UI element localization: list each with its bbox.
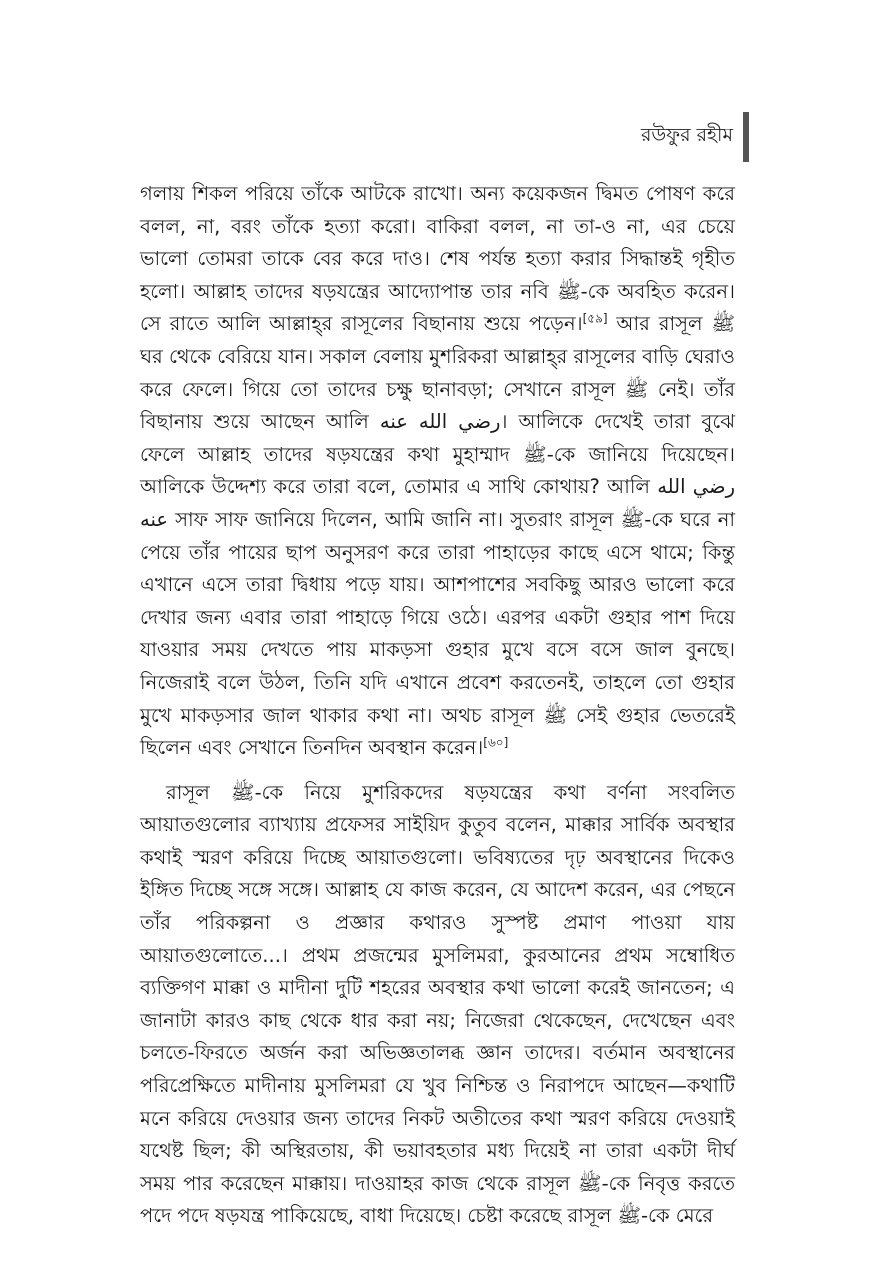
paragraph-text: রাসূল ﷺ-কে নিয়ে মুশরিকদের ষড়যন্ত্রের কথা বর্ণনা সংবলিত আয়াতগুলোর ব্যাখ্যায় প্রফেসর সাইয়িদ কুতুব বলেন, মাক্কার সার্বিক অবস্থার কথাই স্মরণ করিয়ে দিচ্ছে আয়াতগুলো। ভবিষ্যতের দৃঢ় অবস্থানের দিকেও ইঙ্গিত দিচ্ছে সঙ্গে সঙ্গে। আল্লাহ যে কাজ করেন, যে আদেশ করেন, এর পেছনে তাঁর পরিকল্পনা ও প্রজ্ঞার কথারও সুস্পষ্ট প্রমাণ পাওয়া যায় আয়াতগুলোতে...। প্রথম প্রজন্মের মুসলিমরা, কুরআনের প্রথম সম্বোধিত ব্যক্তিগণ মাক্কা ও মাদীনা দুটি শহরের অবস্থার কথা ভালো করেই জানতেন; এ জানাটা কারও কাছ থেকে ধার করা নয়; নিজেরা থেকেছেন, দেখেছেন এবং চলতে-ফিরতে অর্জন করা অভিজ্ঞতালব্ধ জ্ঞান তাদের। বর্তমান অবস্থানের পরিপ্রেক্ষিতে মাদীনায় মুসলিমরা যে খুব নিশ্চিন্ত ও নিরাপদে আছেন—কথাটি মনে করিয়ে দেওয়ার জন্য তাদের নিকট অতীতের কথা স্মরণ করিয়ে দেওয়াই যথেষ্ট ছিল; কী অস্থিরতায়, কী ভয়াবহতার মধ্য দিয়েই না তারা একটা দীর্ঘ সময় পার করেছেন মাক্কায়। দাওয়াহর কাজ থেকে রাসূল ﷺ-কে নিবৃত্ত করতে পদে পদে ষড়যন্ত্র পাকিয়েছে, বাধা দিয়েছে। চেষ্টা করেছে রাসূল ﷺ-কে মেরে	[140, 780, 735, 1228]
paragraph-1	[140, 178, 735, 765]
header-bar	[743, 112, 749, 162]
paragraph-2	[140, 777, 735, 1233]
paragraph-text: আর রাসূল ﷺ ঘর থেকে বেরিয়ে যান। সকাল বেলায় মুশরিকরা আল্লাহ্‌র রাসূলের বাড়ি ঘেরাও করে ফেলে। গিয়ে তো তাদের চক্ষু ছানাবড়া; সেখানে রাসূল ﷺ নেই। তাঁর বিছানায় শুয়ে আছেন আলি رضي الله عنه। আলিকে দেখেই তারা বুঝে ফেলে আল্লাহ তাদের ষড়যন্ত্রের কথা মুহাম্মাদ ﷺ-কে জানিয়ে দিয়েছেন। আলিকে উদ্দেশ্য করে তারা বলে, তোমার এ সাথি কোথায়? আলি رضي الله عنه সাফ সাফ জানিয়ে দিলেন, আমি জানি না। সুতরাং রাসূল ﷺ-কে ঘরে না পেয়ে তাঁর পায়ের ছাপ অনুসরণ করে তারা পাহাড়ের কাছে এসে থামে; কিন্তু এখানে এসে তারা দ্বিধায় পড়ে যায়। আশপাশের সবকিছু আরও ভালো করে দেখার জন্য এবার তারা পাহাড়ে গিয়ে ওঠে। এরপর একটা গুহার পাশ দিয়ে যাওয়ার সময় দেখতে পায় মাকড়সা গুহার মুখে বসে বসে জাল বুনছে। নিজেরাই বলে উঠল, তিনি যদি এখানে প্রবেশ করতেনই, তাহলে তো গুহার মুখে মাকড়সার জাল থাকার কথা না। অথচ রাসূল ﷺ সেই গুহার ভেতরেই ছিলেন এবং সেখানে তিনদিন অবস্থান করেন।	[140, 312, 736, 760]
header-title: রউফুর রহীম	[640, 124, 733, 146]
running-header	[641, 112, 749, 162]
footnote-marker-60: [৬০]	[483, 735, 509, 750]
paragraph-text: গলায় শিকল পরিয়ে তাঁকে আটকে রাখো। অন্য কয়েকজন দ্বিমত পোষণ করে বলল, না, বরং তাঁকে হত্যা করো। বাকিরা বলল, না তা-ও না, এর চেয়ে ভালো তোমরা তাকে বের করে দাও। শেষ পর্যন্ত হত্যা করার সিদ্ধান্তই গৃহীত হলো। আল্লাহ তাদের ষড়যন্ত্রের আদ্যোপান্ত তার নবি ﷺ-কে অবহিত করেন। সে রাতে আলি আল্লাহ্‌র রাসূলের বিছানায় শুয়ে পড়েন।	[140, 182, 735, 336]
page-body	[140, 178, 735, 1233]
footnote-marker-59: [৫৯]	[582, 311, 608, 326]
